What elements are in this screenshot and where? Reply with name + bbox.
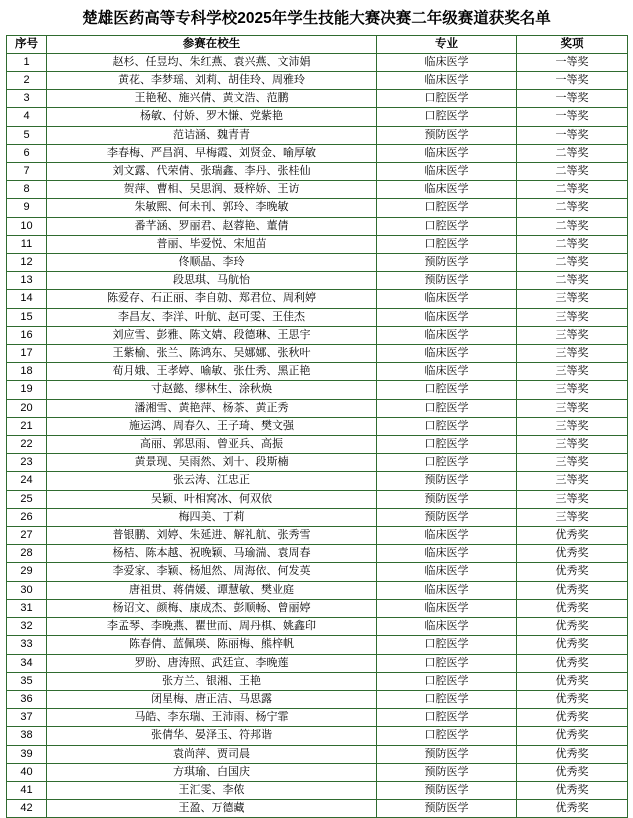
cell-major: 口腔医学	[377, 690, 517, 708]
cell-major: 口腔医学	[377, 235, 517, 253]
cell-major: 口腔医学	[377, 672, 517, 690]
cell-names: 普丽、毕爱悦、宋旭苗	[47, 235, 377, 253]
cell-index: 32	[7, 618, 47, 636]
cell-major: 预防医学	[377, 472, 517, 490]
table-row	[7, 363, 628, 381]
cell-index: 25	[7, 490, 47, 508]
table-row	[7, 545, 628, 563]
cell-major: 口腔医学	[377, 727, 517, 745]
cell-major: 预防医学	[377, 508, 517, 526]
cell-award: 三等奖	[517, 436, 628, 454]
cell-award: 优秀奖	[517, 636, 628, 654]
cell-index: 30	[7, 581, 47, 599]
table-row	[7, 144, 628, 162]
cell-index: 21	[7, 417, 47, 435]
cell-index: 3	[7, 90, 47, 108]
cell-award: 三等奖	[517, 472, 628, 490]
table-row	[7, 690, 628, 708]
cell-names: 贺萍、曹相、吴思润、聂梓娇、王访	[47, 181, 377, 199]
table-row	[7, 199, 628, 217]
cell-award: 二等奖	[517, 199, 628, 217]
cell-major: 口腔医学	[377, 709, 517, 727]
cell-award: 优秀奖	[517, 763, 628, 781]
cell-award: 三等奖	[517, 290, 628, 308]
cell-names: 普银鹏、刘婷、朱延进、解礼航、张秀雪	[47, 527, 377, 545]
cell-award: 一等奖	[517, 126, 628, 144]
cell-names: 王艳秘、施兴倩、黄文浩、范鹏	[47, 90, 377, 108]
cell-major: 预防医学	[377, 490, 517, 508]
cell-index: 26	[7, 508, 47, 526]
cell-award: 优秀奖	[517, 563, 628, 581]
cell-award: 二等奖	[517, 163, 628, 181]
cell-award: 三等奖	[517, 490, 628, 508]
cell-award: 三等奖	[517, 399, 628, 417]
cell-award: 二等奖	[517, 235, 628, 253]
cell-names: 李孟琴、李晚燕、瞿世而、周丹棋、姚鑫印	[47, 618, 377, 636]
cell-names: 荀月娥、王孝婷、喻敏、张仕秀、黑正艳	[47, 363, 377, 381]
cell-index: 2	[7, 72, 47, 90]
cell-names: 高丽、郭思雨、曾亚兵、高振	[47, 436, 377, 454]
cell-major: 临床医学	[377, 363, 517, 381]
table-row	[7, 90, 628, 108]
cell-major: 临床医学	[377, 308, 517, 326]
cell-index: 15	[7, 308, 47, 326]
cell-index: 40	[7, 763, 47, 781]
cell-major: 口腔医学	[377, 436, 517, 454]
table-body	[7, 53, 628, 818]
table-row	[7, 709, 628, 727]
column-header-award: 奖项	[517, 35, 628, 53]
table-row	[7, 472, 628, 490]
cell-major: 临床医学	[377, 326, 517, 344]
cell-index: 36	[7, 690, 47, 708]
cell-award: 优秀奖	[517, 781, 628, 799]
cell-major: 临床医学	[377, 181, 517, 199]
table-row	[7, 272, 628, 290]
cell-major: 临床医学	[377, 563, 517, 581]
cell-award: 优秀奖	[517, 618, 628, 636]
cell-names: 袁尚萍、贾司晨	[47, 745, 377, 763]
cell-award: 优秀奖	[517, 581, 628, 599]
cell-major: 预防医学	[377, 126, 517, 144]
cell-major: 预防医学	[377, 745, 517, 763]
cell-names: 李爱家、李颖、杨旭然、周海依、何发英	[47, 563, 377, 581]
table-row	[7, 599, 628, 617]
cell-names: 朱敏熙、何未刊、郭玲、李晚敏	[47, 199, 377, 217]
cell-major: 口腔医学	[377, 108, 517, 126]
column-header-index: 序号	[7, 35, 47, 53]
cell-major: 临床医学	[377, 599, 517, 617]
cell-award: 一等奖	[517, 90, 628, 108]
table-row	[7, 108, 628, 126]
cell-index: 22	[7, 436, 47, 454]
cell-index: 12	[7, 254, 47, 272]
cell-major: 口腔医学	[377, 217, 517, 235]
cell-award: 优秀奖	[517, 745, 628, 763]
cell-names: 李春梅、严昌润、早梅霞、刘贤金、喻厚敏	[47, 144, 377, 162]
cell-major: 临床医学	[377, 144, 517, 162]
cell-major: 口腔医学	[377, 654, 517, 672]
cell-award: 二等奖	[517, 181, 628, 199]
cell-major: 临床医学	[377, 545, 517, 563]
cell-names: 刘文露、代荣倩、张瑞鑫、李丹、张桂仙	[47, 163, 377, 181]
cell-names: 陈爱存、石正丽、李自勍、郑君位、周利婷	[47, 290, 377, 308]
cell-major: 口腔医学	[377, 417, 517, 435]
page-title: 楚雄医药高等专科学校2025年学生技能大赛决赛二年级赛道获奖名单	[82, 10, 551, 27]
cell-index: 39	[7, 745, 47, 763]
cell-award: 三等奖	[517, 345, 628, 363]
cell-award: 优秀奖	[517, 527, 628, 545]
table-row	[7, 654, 628, 672]
cell-index: 29	[7, 563, 47, 581]
award-list-table	[6, 35, 628, 818]
cell-major: 临床医学	[377, 290, 517, 308]
cell-index: 18	[7, 363, 47, 381]
table-row	[7, 381, 628, 399]
table-row	[7, 181, 628, 199]
table-row	[7, 436, 628, 454]
cell-names: 潘湘雪、黄艳萍、杨茶、黄正秀	[47, 399, 377, 417]
cell-names: 王盈、万德藏	[47, 800, 377, 818]
cell-award: 优秀奖	[517, 800, 628, 818]
table-row	[7, 672, 628, 690]
table-row	[7, 745, 628, 763]
cell-index: 38	[7, 727, 47, 745]
cell-major: 口腔医学	[377, 381, 517, 399]
table-row	[7, 53, 628, 71]
cell-index: 35	[7, 672, 47, 690]
table-row	[7, 163, 628, 181]
cell-award: 优秀奖	[517, 690, 628, 708]
table-row	[7, 345, 628, 363]
table-row	[7, 417, 628, 435]
column-header-names: 参赛在校生	[47, 35, 377, 53]
cell-names: 施运鸿、周春久、王子琦、樊文强	[47, 417, 377, 435]
cell-major: 临床医学	[377, 72, 517, 90]
cell-major: 口腔医学	[377, 90, 517, 108]
table-row	[7, 235, 628, 253]
cell-major: 预防医学	[377, 800, 517, 818]
table-header-row	[7, 35, 628, 53]
cell-names: 范诘涵、魏青青	[47, 126, 377, 144]
table-row	[7, 508, 628, 526]
cell-index: 24	[7, 472, 47, 490]
cell-major: 临床医学	[377, 163, 517, 181]
cell-index: 1	[7, 53, 47, 71]
cell-award: 二等奖	[517, 272, 628, 290]
cell-names: 张方兰、银湘、王艳	[47, 672, 377, 690]
cell-award: 优秀奖	[517, 709, 628, 727]
table-row	[7, 618, 628, 636]
table-row	[7, 563, 628, 581]
cell-major: 预防医学	[377, 254, 517, 272]
cell-index: 41	[7, 781, 47, 799]
cell-major: 口腔医学	[377, 399, 517, 417]
cell-names: 黄花、李梦瑶、刘莉、胡佳玲、周雅玲	[47, 72, 377, 90]
cell-award: 优秀奖	[517, 672, 628, 690]
cell-index: 33	[7, 636, 47, 654]
cell-names: 段思琪、马航怡	[47, 272, 377, 290]
cell-index: 16	[7, 326, 47, 344]
cell-names: 唐祖贯、蒋倩媛、谭慧敏、樊业庭	[47, 581, 377, 599]
cell-names: 杨诏文、颜梅、康成杰、彭顺畅、曾丽婷	[47, 599, 377, 617]
cell-award: 三等奖	[517, 417, 628, 435]
table-row	[7, 454, 628, 472]
cell-award: 三等奖	[517, 381, 628, 399]
cell-names: 佟顺晶、李玲	[47, 254, 377, 272]
cell-names: 番芊涵、罗丽君、赵蓉艳、董倩	[47, 217, 377, 235]
cell-names: 王紫榆、张兰、陈鸿东、吴娜娜、张秋叶	[47, 345, 377, 363]
cell-names: 马皓、李东瑞、王沛雨、杨宁霏	[47, 709, 377, 727]
cell-index: 9	[7, 199, 47, 217]
cell-award: 一等奖	[517, 108, 628, 126]
cell-award: 优秀奖	[517, 545, 628, 563]
cell-award: 二等奖	[517, 254, 628, 272]
cell-index: 11	[7, 235, 47, 253]
column-header-major: 专业	[377, 35, 517, 53]
table-row	[7, 636, 628, 654]
cell-names: 寸赵懿、缪林生、涂秋焕	[47, 381, 377, 399]
cell-index: 37	[7, 709, 47, 727]
cell-major: 预防医学	[377, 781, 517, 799]
cell-index: 8	[7, 181, 47, 199]
cell-names: 梅四美、丁莉	[47, 508, 377, 526]
cell-index: 31	[7, 599, 47, 617]
cell-names: 王汇雯、李侬	[47, 781, 377, 799]
cell-names: 杨敏、付娇、罗木慊、党紫艳	[47, 108, 377, 126]
cell-award: 一等奖	[517, 53, 628, 71]
table-row	[7, 781, 628, 799]
cell-major: 临床医学	[377, 345, 517, 363]
cell-names: 方琪瑜、白国庆	[47, 763, 377, 781]
cell-major: 口腔医学	[377, 636, 517, 654]
cell-names: 张云涛、江忠正	[47, 472, 377, 490]
table-row	[7, 763, 628, 781]
cell-award: 三等奖	[517, 363, 628, 381]
cell-index: 19	[7, 381, 47, 399]
cell-names: 张倩华、晏泽玉、符邦谐	[47, 727, 377, 745]
cell-names: 杨桔、陈本越、祝晚颖、马瑜湍、袁周春	[47, 545, 377, 563]
cell-names: 赵杉、任昱均、朱红燕、袁兴燕、文沛娟	[47, 53, 377, 71]
cell-award: 二等奖	[517, 144, 628, 162]
cell-index: 6	[7, 144, 47, 162]
cell-major: 预防医学	[377, 763, 517, 781]
table-row	[7, 254, 628, 272]
cell-award: 优秀奖	[517, 599, 628, 617]
table-row	[7, 217, 628, 235]
cell-major: 预防医学	[377, 272, 517, 290]
table-row	[7, 290, 628, 308]
cell-major: 临床医学	[377, 581, 517, 599]
cell-index: 5	[7, 126, 47, 144]
cell-major: 口腔医学	[377, 199, 517, 217]
table-row	[7, 490, 628, 508]
cell-index: 20	[7, 399, 47, 417]
cell-index: 34	[7, 654, 47, 672]
table-row	[7, 72, 628, 90]
cell-index: 17	[7, 345, 47, 363]
cell-index: 27	[7, 527, 47, 545]
table-row	[7, 399, 628, 417]
cell-award: 优秀奖	[517, 727, 628, 745]
cell-award: 优秀奖	[517, 654, 628, 672]
cell-names: 黄景现、吴雨然、刘十、段斯楠	[47, 454, 377, 472]
table-row	[7, 308, 628, 326]
cell-index: 14	[7, 290, 47, 308]
cell-index: 10	[7, 217, 47, 235]
table-row	[7, 727, 628, 745]
cell-names: 吴颖、叶相窝冰、何双依	[47, 490, 377, 508]
cell-award: 三等奖	[517, 326, 628, 344]
cell-award: 一等奖	[517, 72, 628, 90]
cell-index: 7	[7, 163, 47, 181]
cell-index: 4	[7, 108, 47, 126]
cell-index: 23	[7, 454, 47, 472]
cell-index: 13	[7, 272, 47, 290]
table-row	[7, 581, 628, 599]
table-row	[7, 126, 628, 144]
cell-award: 三等奖	[517, 454, 628, 472]
cell-names: 李昌友、李洋、叶航、赵可雯、王佳杰	[47, 308, 377, 326]
cell-names: 闭星梅、唐正洁、马思露	[47, 690, 377, 708]
cell-names: 罗盼、唐涛照、武廷宣、李晚莲	[47, 654, 377, 672]
cell-index: 42	[7, 800, 47, 818]
cell-award: 二等奖	[517, 217, 628, 235]
table-row	[7, 800, 628, 818]
cell-major: 临床医学	[377, 53, 517, 71]
cell-award: 三等奖	[517, 308, 628, 326]
cell-award: 三等奖	[517, 508, 628, 526]
cell-names: 刘应雪、彭雅、陈文婧、段德琳、王思宇	[47, 326, 377, 344]
cell-major: 口腔医学	[377, 454, 517, 472]
cell-index: 28	[7, 545, 47, 563]
cell-major: 临床医学	[377, 527, 517, 545]
cell-names: 陈春倩、蓝佩瑛、陈丽梅、熊梓帆	[47, 636, 377, 654]
table-row	[7, 326, 628, 344]
cell-major: 临床医学	[377, 618, 517, 636]
table-row	[7, 527, 628, 545]
